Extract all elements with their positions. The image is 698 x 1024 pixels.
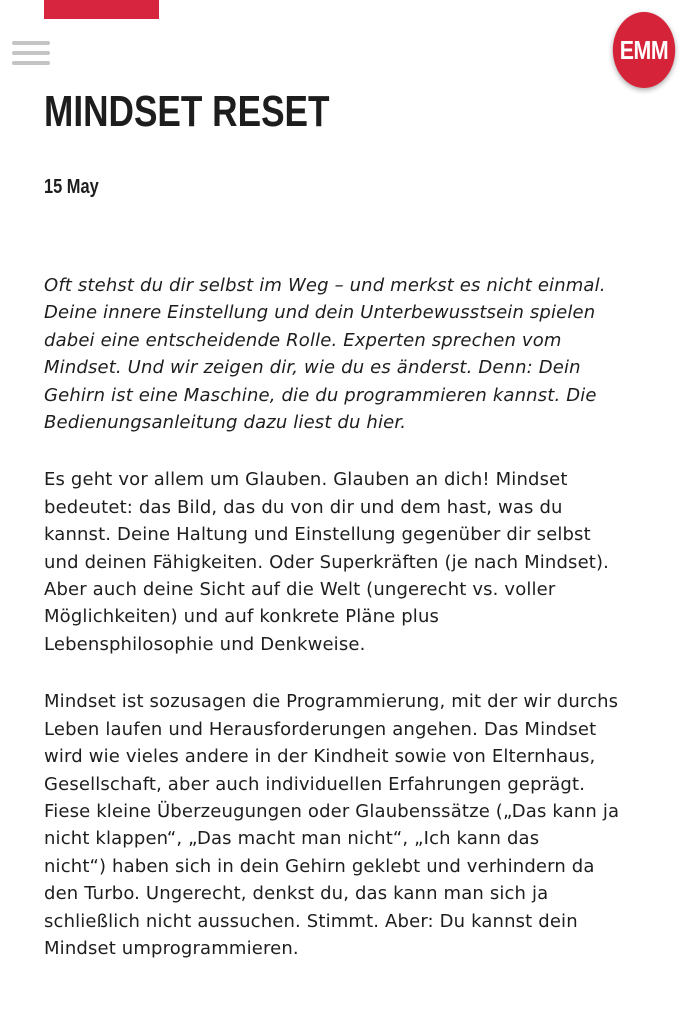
text-line: den Turbo. Ungerecht, denkst du, das kann man sich ja [44, 883, 549, 905]
text-line: schließlich nicht aussuchen. Stimmt. Aber: Du kannst dein [44, 910, 578, 932]
article-date: 15 May [44, 176, 99, 198]
text-line: Leben laufen und Herausforderungen angehen. Das Mindset [44, 718, 597, 740]
text-line: Gesellschaft, aber auch individuellen Erfahrungen geprägt. [44, 773, 586, 795]
text-line: Bedienungsanleitung dazu liest du hier. [44, 412, 407, 434]
text-line: bedeutet: das Bild, das du von dir und dem hast, was du [44, 496, 563, 518]
article-body [44, 272, 676, 962]
text-line: nicht“) haben sich in dein Gehirn geklebt und verhindern da [44, 855, 595, 877]
text-line: Möglichkeiten) und auf konkrete Pläne plus [44, 606, 440, 628]
menu-line [12, 51, 50, 55]
text-line: Deine innere Einstellung und dein Unterbewusstsein spielen [44, 302, 596, 324]
text-line: und deinen Fähigkeiten. Oder Superkräften (je nach Mindset). [44, 551, 610, 573]
text-line: nicht klappen“, „Das macht man nicht“, „Ich kann das [44, 828, 540, 850]
text-line: kannst. Deine Haltung und Einstellung gegenüber dir selbst [44, 524, 591, 546]
text-line: Aber auch deine Sicht auf die Welt (ungerecht vs. voller [44, 579, 556, 601]
text-line: Mindset umprogrammieren. [44, 937, 299, 959]
text-line: dabei eine entscheidende Rolle. Experten sprechen vom [44, 329, 562, 351]
text-line: Mindset ist sozusagen die Programmierung, mit der wir durchs [44, 691, 619, 713]
menu-line [12, 61, 50, 65]
text-line: wird wie vieles andere in der Kindheit sowie von Elternhaus, [44, 746, 596, 768]
text-line: Fiese kleine Überzeugungen oder Glaubenssätze („Das kann ja [44, 800, 620, 822]
text-line: Mindset. Und wir zeigen dir, wie du es änderst. Denn: Dein [44, 357, 581, 379]
top-accent-bar [44, 0, 159, 19]
menu-line [12, 41, 50, 45]
text-line: Oft stehst du dir selbst im Weg – und merkst es nicht einmal. [44, 275, 606, 296]
emm-logo[interactable]: EMM [613, 12, 675, 88]
article-title: MINDSET RESET [44, 87, 330, 136]
body-paragraph-1 [44, 466, 676, 658]
text-line: Lebensphilosophie und Denkweise. [44, 633, 366, 655]
body-paragraph-2 [44, 688, 676, 962]
text-line: Es geht vor allem um Glauben. Glauben an dich! Mindset [44, 469, 568, 491]
text-line: Gehirn ist eine Maschine, die du programmieren kannst. Die [44, 384, 597, 406]
hamburger-menu-icon[interactable] [10, 38, 52, 68]
lead-paragraph [44, 272, 676, 436]
